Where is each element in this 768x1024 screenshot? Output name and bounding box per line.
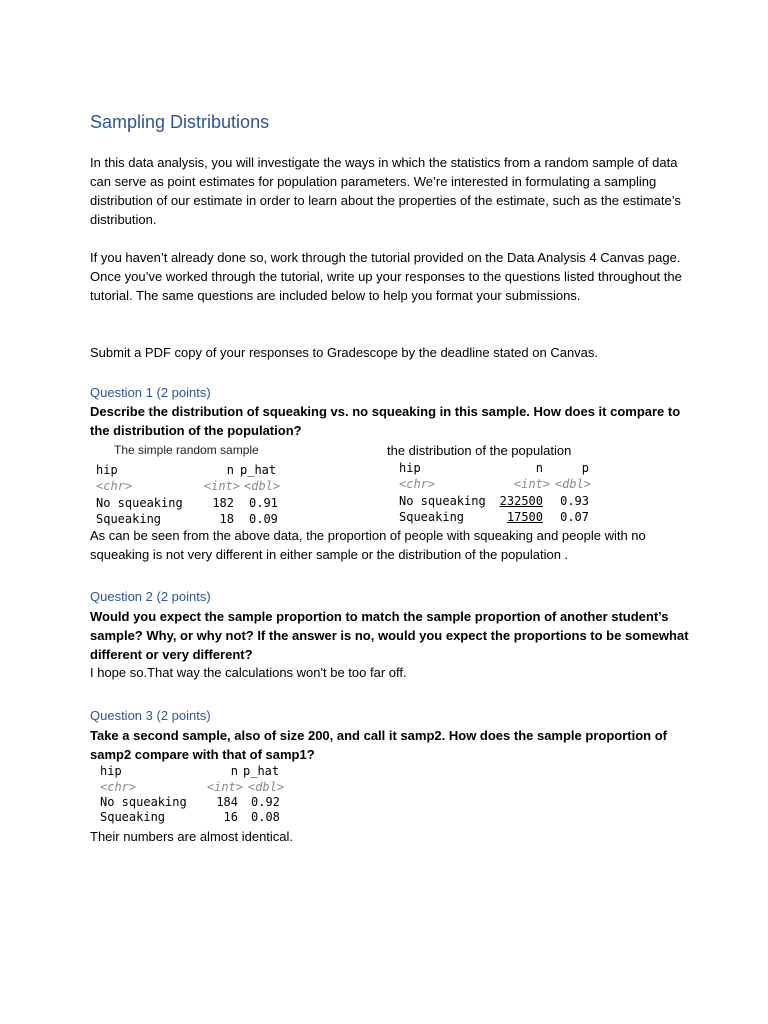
intro-paragraph-1: In this data analysis, you will investigate the ways in which the statistics from a random sample of data can serve as point estimates for population parameters. We’re interested in formulating a sampling distribution of our estimate in order to learn about the properties of the estimate, such as the estimate’s distribution. [90,155,681,227]
column-type: <dbl> [248,780,285,794]
column-type: <dbl> [244,479,281,493]
question-2-text: Would you expect the sample proportion to match the sample proportion of another student’s sample? Why, or why not? If the answer is no, would you expect the proportions to be somewhat different or very different? [90,609,689,662]
table-cell: No squeaking [100,795,187,809]
table-cell: 0.92 [251,795,280,809]
table-header: p_hat [240,463,277,477]
intro-paragraph-2: If you haven’t already done so, work through the tutorial provided on the Data Analysis 4 Canvas page. Once you’ve worked through the tutorial, write up your responses to the questions listed throughout the tutorial. The same questions are included below to help you format your submissions. [90,250,682,303]
question-2-answer: I hope so.That way the calculations won't be too far off. [90,665,407,680]
question-2-heading: Question 2 (2 points) [90,589,211,604]
table-header: n [535,461,543,475]
table-header: hip [100,764,122,778]
table-header: p [581,461,589,475]
sample-table [96,462,296,528]
population-table [399,460,599,526]
table-cell: 0.08 [251,810,280,824]
table-cell: Squeaking [100,810,166,824]
question-3-answer: Their numbers are almost identical. [90,829,294,844]
table-header: p_hat [243,764,280,778]
table-cell: 0.91 [249,496,278,510]
table-cell: 232500 [499,494,543,508]
column-type: <int> [513,477,550,491]
column-type: <dbl> [554,477,591,491]
question-3-heading: Question 3 (2 points) [90,708,211,723]
page-title: Sampling Distributions [90,112,270,132]
population-table-caption: the distribution of the population [387,443,572,458]
intro-paragraph-3: Submit a PDF copy of your responses to Gradescope by the deadline stated on Canvas. [90,345,599,360]
column-type: <chr> [399,477,436,491]
samp2-table [100,763,290,829]
table-cell: 184 [216,795,238,809]
table-cell: 0.09 [249,512,278,526]
sample-table-caption: The simple random sample [114,443,259,457]
table-cell: No squeaking [399,494,486,508]
question-3-text: Take a second sample, also of size 200, and call it samp2. How does the sample proportion of samp2 compare with that of samp1? [90,728,667,762]
table-cell: No squeaking [96,496,183,510]
question-1-heading: Question 1 (2 points) [90,385,211,400]
table-cell: 0.07 [560,510,589,524]
column-type: <chr> [96,479,133,493]
question-1-text: Describe the distribution of squeaking vs. no squeaking in this sample. How does it compare to the distribution of the population? [90,404,681,438]
table-cell: Squeaking [96,512,162,526]
column-type: <int> [206,780,243,794]
table-cell: 16 [223,810,238,824]
table-header: n [230,764,238,778]
table-cell: 182 [212,496,234,510]
table-cell: 18 [219,512,234,526]
table-header: hip [96,463,118,477]
table-cell: 17500 [506,510,543,524]
column-type: <chr> [100,780,137,794]
table-header: n [226,463,234,477]
table-cell: 0.93 [560,494,589,508]
column-type: <int> [203,479,240,493]
table-header: hip [399,461,421,475]
table-cell: Squeaking [399,510,465,524]
question-1-answer: As can be seen from the above data, the proportion of people with squeaking and people with no squeaking is not very different in either sample or the distribution of the population . [90,528,646,562]
